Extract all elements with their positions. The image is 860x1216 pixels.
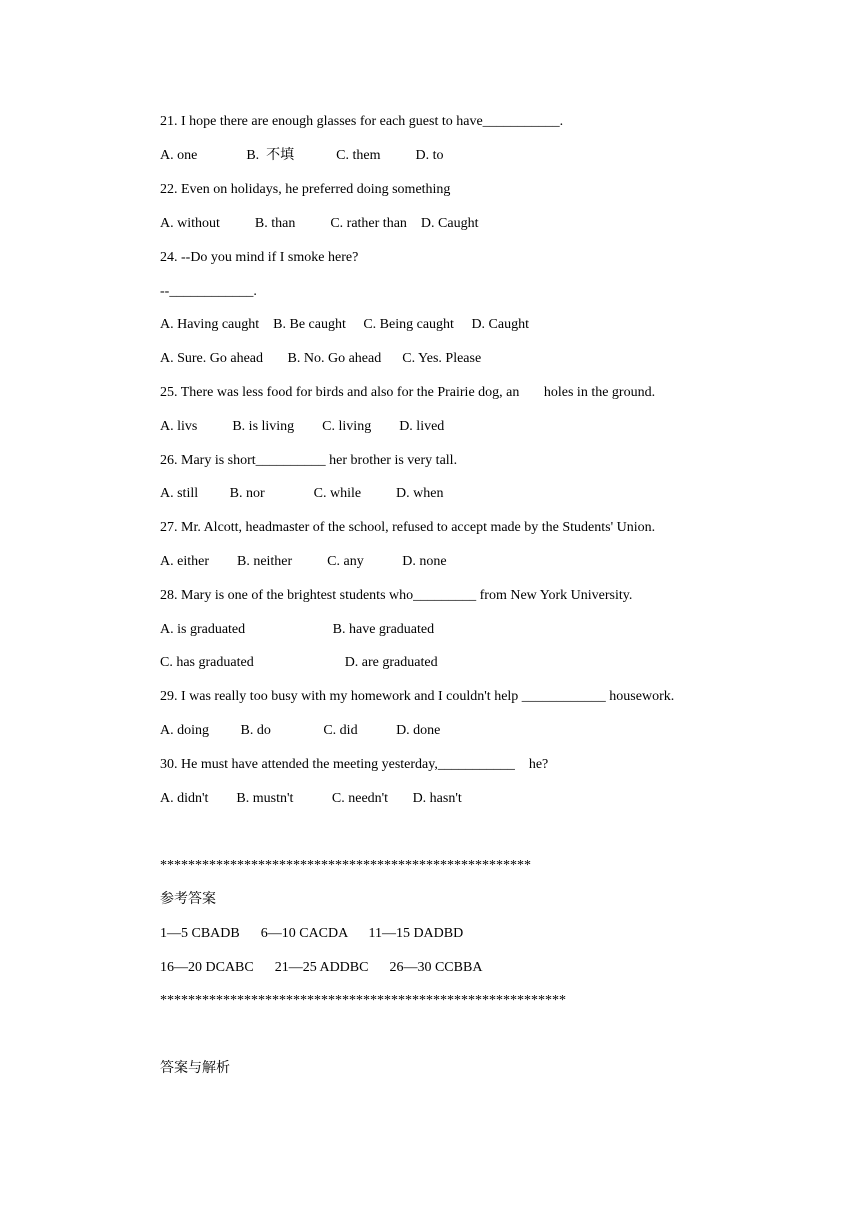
- question-30: 30. He must have attended the meeting yesterday,___________ he?: [160, 757, 549, 772]
- answer-key-line-1: 1—5 CBADB 6—10 CACDA 11—15 DADBD: [160, 926, 464, 941]
- question-21: 21. I hope there are enough glasses for each guest to have___________.: [160, 114, 564, 129]
- question-26: 26. Mary is short__________ her brother is very tall.: [160, 453, 458, 468]
- question-28-options-b: C. has graduated D. are graduated: [160, 655, 438, 670]
- separator-bottom: **********************************************************: [160, 993, 566, 1008]
- question-24: 24. --Do you mind if I smoke here?: [160, 250, 359, 265]
- question-28-options-a: A. is graduated B. have graduated: [160, 622, 435, 637]
- question-28: 28. Mary is one of the brightest students who_________ from New York University.: [160, 588, 633, 603]
- question-25: 25. There was less food for birds and also for the Prairie dog, an holes in the ground.: [160, 385, 656, 400]
- answer-key-line-2: 16—20 DCABC 21—25 ADDBC 26—30 CCBBA: [160, 960, 483, 975]
- question-25-options: A. livs B. is living C. living D. lived: [160, 419, 445, 434]
- question-29: 29. I was really too busy with my homework and I couldn't help ____________ housework.: [160, 689, 675, 704]
- question-24-options-a: A. Having caught B. Be caught C. Being caught D. Caught: [160, 317, 529, 332]
- explanation-heading: 答案与解析: [160, 1061, 230, 1076]
- question-29-options: A. doing B. do C. did D. done: [160, 723, 441, 738]
- question-27: 27. Mr. Alcott, headmaster of the school, refused to accept made by the Students' Union.: [160, 520, 656, 535]
- answer-heading: 参考答案: [160, 892, 216, 907]
- question-26-options: A. still B. nor C. while D. when: [160, 486, 444, 501]
- question-27-options: A. either B. neither C. any D. none: [160, 554, 447, 569]
- separator-top: *****************************************************: [160, 858, 531, 873]
- question-30-options: A. didn't B. mustn't C. needn't D. hasn't: [160, 791, 462, 806]
- question-21-options: A. one B. 不填 C. them D. to: [160, 148, 444, 163]
- question-24-options-b: A. Sure. Go ahead B. No. Go ahead C. Yes. Please: [160, 351, 482, 366]
- question-24-reply: --____________.: [160, 284, 257, 299]
- question-22: 22. Even on holidays, he preferred doing something: [160, 182, 451, 197]
- question-22-options: A. without B. than C. rather than D. Caught: [160, 216, 479, 231]
